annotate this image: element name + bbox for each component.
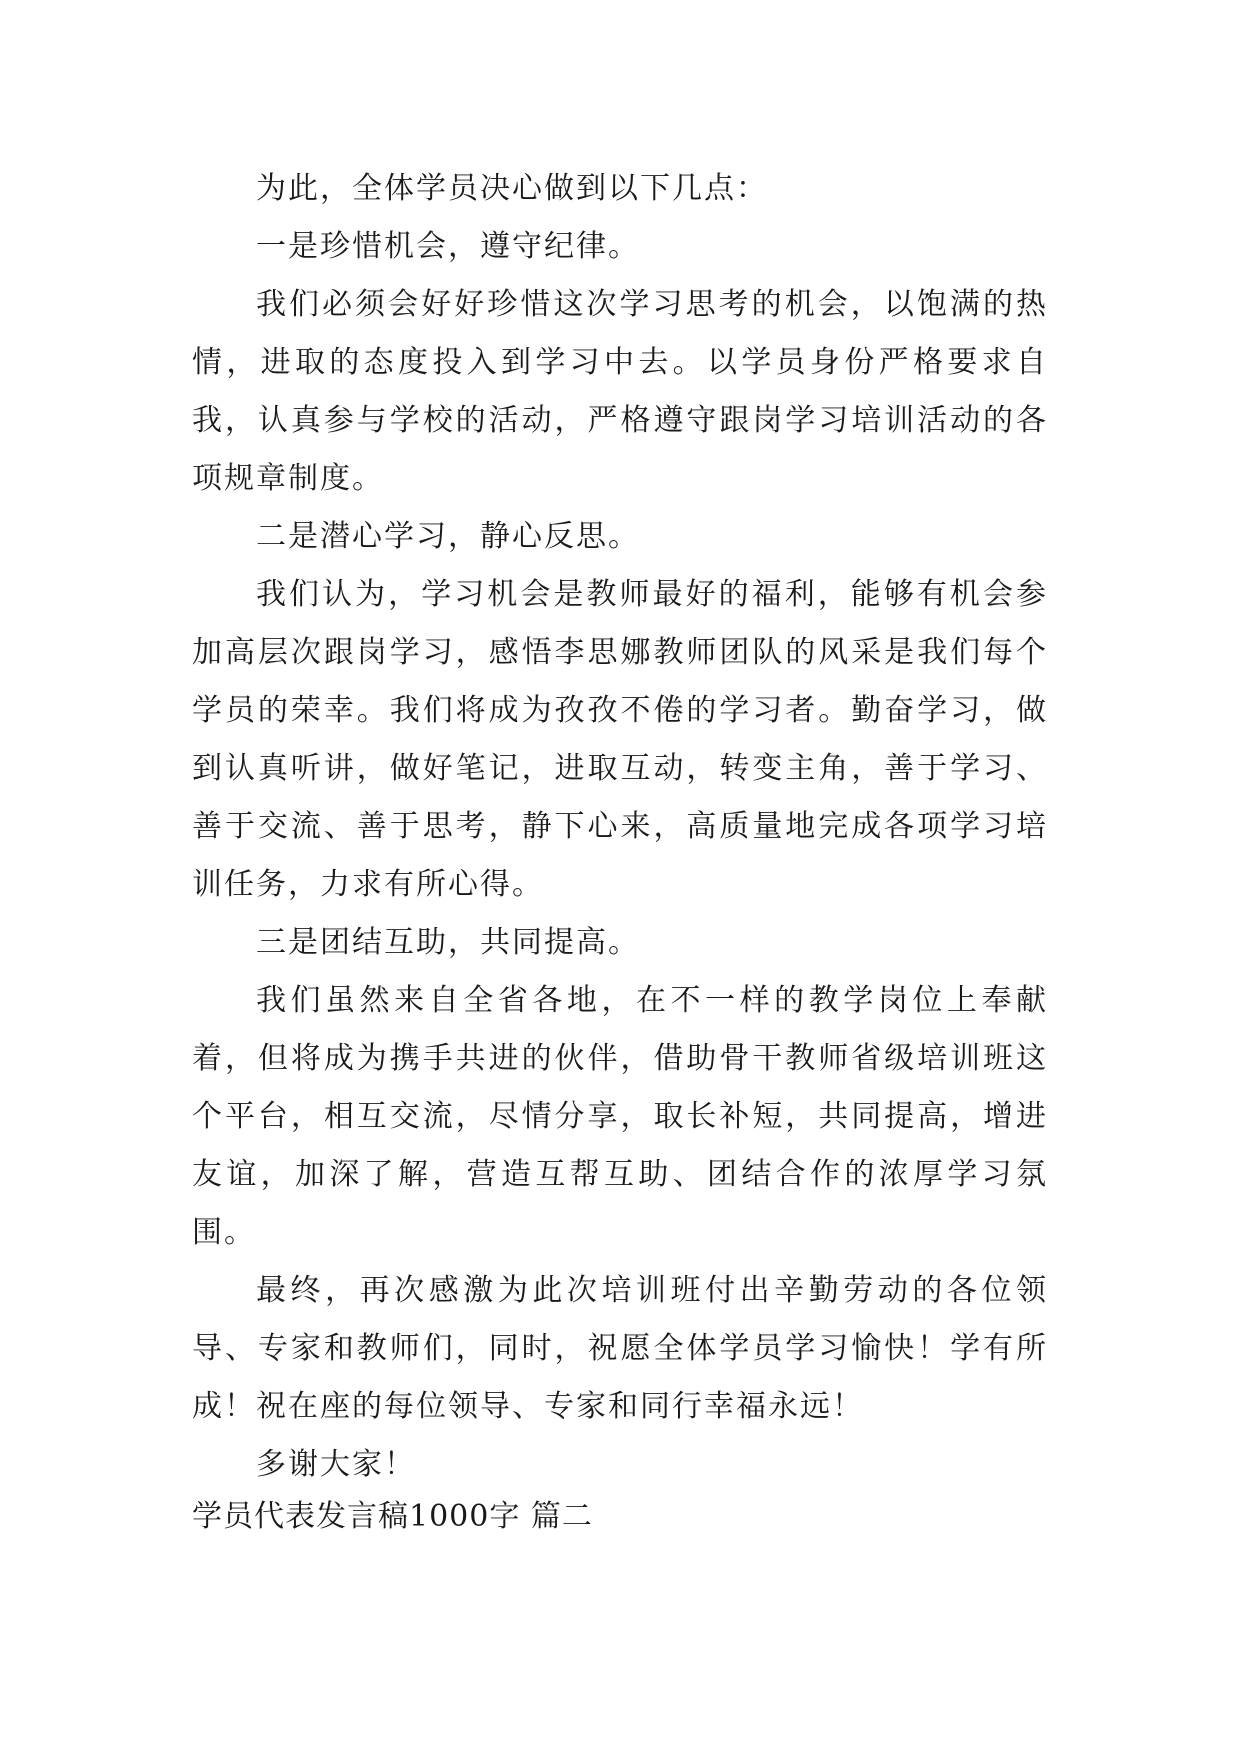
point-one-body: 我们必须会好好珍惜这次学习思考的机会，以饱满的热情，进取的态度投入到学习中去。以学员身份严格要求自我，认真参与学校的活动，严格遵守跟岗学习培训活动的各项规章制度。 xyxy=(192,287,1048,496)
point-two-heading: 二是潜心学习，静心反思。 xyxy=(256,519,640,554)
point-one-heading: 一是珍惜机会，遵守纪律。 xyxy=(256,229,640,264)
section-heading: 学员代表发言稿1000字 篇二 xyxy=(192,1499,593,1534)
point-three-heading: 三是团结互助，共同提高。 xyxy=(256,925,640,960)
point-two-body: 我们认为，学习机会是教师最好的福利，能够有机会参加高层次跟岗学习，感悟李思娜教师团队的风采是我们每个学员的荣幸。我们将成为孜孜不倦的学习者。勤奋学习，做到认真听讲，做好笔记，进取互动，转变主角，善于学习、善于交流、善于思考，静下心来，高质量地完成各项学习培训任务，力求有所心得。 xyxy=(192,577,1048,902)
paragraph-intro: 为此，全体学员决心做到以下几点： xyxy=(256,171,768,206)
closing-paragraph: 最终，再次感激为此次培训班付出辛勤劳动的各位领导、专家和教师们，同时，祝愿全体学员学习愉快！学有所成！祝在座的每位领导、专家和同行幸福永远！ xyxy=(192,1273,1048,1424)
point-three-body: 我们虽然来自全省各地，在不一样的教学岗位上奉献着，但将成为携手共进的伙伴，借助骨干教师省级培训班这个平台，相互交流，尽情分享，取长补短，共同提高，增进友谊，加深了解，营造互帮互助、团结合作的浓厚学习氛围。 xyxy=(192,983,1048,1250)
thanks-line: 多谢大家！ xyxy=(256,1447,416,1482)
document-body xyxy=(192,160,1048,1494)
